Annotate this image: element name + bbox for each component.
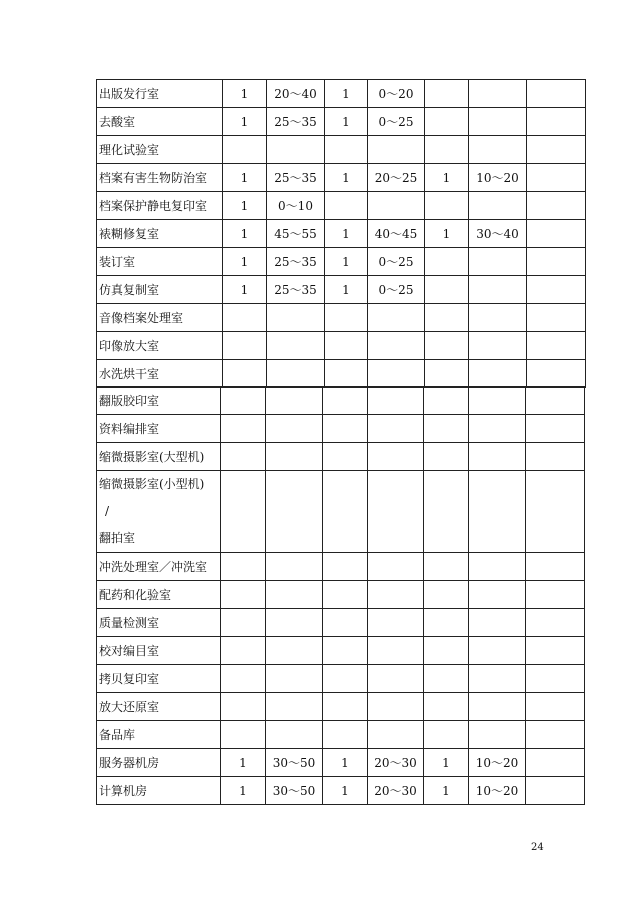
value-cell-c4 — [368, 665, 424, 693]
room-name-cell: 计算机房 — [97, 777, 221, 805]
value-cell-c4: 0～25 — [368, 276, 425, 304]
value-cell-c6 — [469, 387, 526, 415]
value-cell-c6 — [469, 304, 527, 332]
table-row — [97, 304, 586, 332]
value-cell-c1 — [221, 443, 266, 471]
room-name-cell: 冲洗处理室／冲洗室 — [97, 553, 221, 581]
table-row — [97, 553, 585, 581]
value-cell-c6 — [469, 80, 527, 108]
value-cell-c4 — [368, 637, 424, 665]
value-cell-c5 — [425, 192, 469, 220]
table-row — [97, 609, 585, 637]
value-cell-c5 — [424, 553, 469, 581]
value-cell-c5 — [425, 80, 469, 108]
room-name-cell — [97, 471, 221, 553]
room-name-line: 翻拍室 — [99, 531, 136, 545]
table-row — [97, 581, 585, 609]
value-cell-c6: 30～40 — [469, 220, 527, 248]
room-name-cell: 质量检测室 — [97, 609, 221, 637]
value-cell-c4: 0～25 — [368, 108, 425, 136]
room-name-cell: 校对编目室 — [97, 637, 221, 665]
value-cell-c5 — [425, 276, 469, 304]
value-cell-c7 — [526, 471, 585, 553]
table-row — [97, 332, 586, 360]
value-cell-c7 — [527, 80, 586, 108]
room-name-cell: 档案保护静电复印室 — [97, 192, 223, 220]
value-cell-c1 — [221, 693, 266, 721]
value-cell-c3: 1 — [323, 749, 368, 777]
value-cell-c4 — [368, 581, 424, 609]
value-cell-c3 — [325, 332, 368, 360]
value-cell-c2: 25～35 — [267, 276, 325, 304]
value-cell-c2 — [266, 693, 323, 721]
room-name-cell: 翻版胶印室 — [97, 387, 221, 415]
value-cell-c7 — [527, 220, 586, 248]
value-cell-c7 — [527, 276, 586, 304]
room-name-cell: 资料编排室 — [97, 415, 221, 443]
value-cell-c3 — [323, 665, 368, 693]
table-row — [97, 108, 586, 136]
value-cell-c1 — [221, 665, 266, 693]
room-name-cell: 印像放大室 — [97, 332, 223, 360]
value-cell-c1 — [221, 553, 266, 581]
value-cell-c2 — [266, 471, 323, 553]
room-name-cell: 备品库 — [97, 721, 221, 749]
value-cell-c1 — [221, 471, 266, 553]
value-cell-c4: 20～25 — [368, 164, 425, 192]
value-cell-c3 — [325, 136, 368, 164]
value-cell-c7 — [526, 415, 585, 443]
value-cell-c6 — [469, 693, 526, 721]
room-name-cell: 仿真复制室 — [97, 276, 223, 304]
value-cell-c2 — [266, 387, 323, 415]
room-name-line: 缩微摄影室(小型机) — [99, 477, 205, 491]
room-table-top — [96, 79, 586, 388]
value-cell-c2: 45～55 — [267, 220, 325, 248]
table-row — [97, 693, 585, 721]
value-cell-c7 — [526, 443, 585, 471]
value-cell-c5 — [424, 665, 469, 693]
value-cell-c5 — [425, 248, 469, 276]
value-cell-c6 — [469, 108, 527, 136]
value-cell-c4: 20～30 — [368, 749, 424, 777]
value-cell-c2 — [266, 665, 323, 693]
value-cell-c1: 1 — [221, 749, 266, 777]
value-cell-c5 — [424, 471, 469, 553]
value-cell-c7 — [526, 777, 585, 805]
value-cell-c1: 1 — [223, 248, 267, 276]
value-cell-c2 — [266, 415, 323, 443]
value-cell-c5 — [425, 332, 469, 360]
value-cell-c1 — [221, 415, 266, 443]
value-cell-c1: 1 — [223, 192, 267, 220]
value-cell-c2: 30～50 — [266, 777, 323, 805]
table-row — [97, 192, 586, 220]
value-cell-c4 — [368, 693, 424, 721]
value-cell-c4 — [368, 609, 424, 637]
table-row — [97, 164, 586, 192]
value-cell-c4 — [368, 304, 425, 332]
value-cell-c2: 30～50 — [266, 749, 323, 777]
room-name-cell: 拷贝复印室 — [97, 665, 221, 693]
value-cell-c7 — [527, 332, 586, 360]
table-row — [97, 471, 585, 553]
room-name-cell: 音像档案处理室 — [97, 304, 223, 332]
value-cell-c6: 10～20 — [469, 164, 527, 192]
value-cell-c4 — [368, 387, 424, 415]
value-cell-c7 — [527, 248, 586, 276]
value-cell-c2 — [266, 721, 323, 749]
room-name-cell: 配药和化验室 — [97, 581, 221, 609]
value-cell-c3: 1 — [325, 276, 368, 304]
value-cell-c4 — [368, 721, 424, 749]
value-cell-c4 — [368, 415, 424, 443]
value-cell-c1: 1 — [223, 164, 267, 192]
value-cell-c6 — [469, 136, 527, 164]
value-cell-c2: 25～35 — [267, 248, 325, 276]
value-cell-c4: 0～20 — [368, 80, 425, 108]
value-cell-c6 — [469, 553, 526, 581]
value-cell-c6 — [469, 332, 527, 360]
value-cell-c2: 20～40 — [267, 80, 325, 108]
value-cell-c7 — [527, 108, 586, 136]
value-cell-c6 — [469, 581, 526, 609]
table-row — [97, 721, 585, 749]
value-cell-c4 — [368, 136, 425, 164]
value-cell-c6 — [469, 721, 526, 749]
value-cell-c3 — [323, 721, 368, 749]
table-row — [97, 443, 585, 471]
value-cell-c6 — [469, 665, 526, 693]
value-cell-c5 — [425, 108, 469, 136]
value-cell-c7 — [526, 749, 585, 777]
value-cell-c5: 1 — [425, 220, 469, 248]
value-cell-c2: 0～10 — [267, 192, 325, 220]
value-cell-c2 — [266, 609, 323, 637]
value-cell-c4: 0～25 — [368, 248, 425, 276]
table-row — [97, 637, 585, 665]
room-name-cell: 服务器机房 — [97, 749, 221, 777]
value-cell-c5 — [424, 415, 469, 443]
value-cell-c7 — [526, 665, 585, 693]
value-cell-c1 — [223, 304, 267, 332]
value-cell-c3: 1 — [325, 108, 368, 136]
value-cell-c1 — [221, 609, 266, 637]
value-cell-c3 — [323, 581, 368, 609]
value-cell-c5 — [424, 693, 469, 721]
value-cell-c7 — [526, 637, 585, 665]
value-cell-c1 — [223, 136, 267, 164]
table-row — [97, 136, 586, 164]
value-cell-c7 — [527, 136, 586, 164]
value-cell-c6: 10～20 — [469, 777, 526, 805]
value-cell-c5 — [425, 304, 469, 332]
value-cell-c3 — [323, 553, 368, 581]
value-cell-c6 — [469, 360, 527, 388]
value-cell-c1 — [223, 332, 267, 360]
value-cell-c6: 10～20 — [469, 749, 526, 777]
value-cell-c3: 1 — [325, 220, 368, 248]
value-cell-c1: 1 — [221, 777, 266, 805]
value-cell-c6 — [469, 192, 527, 220]
value-cell-c7 — [527, 360, 586, 388]
value-cell-c2 — [266, 637, 323, 665]
value-cell-c4 — [368, 443, 424, 471]
value-cell-c4 — [368, 553, 424, 581]
value-cell-c3: 1 — [325, 164, 368, 192]
room-name-cell: 理化试验室 — [97, 136, 223, 164]
value-cell-c3 — [325, 304, 368, 332]
value-cell-c7 — [526, 693, 585, 721]
value-cell-c2: 25～35 — [267, 108, 325, 136]
value-cell-c2 — [267, 304, 325, 332]
value-cell-c3 — [323, 443, 368, 471]
value-cell-c6 — [469, 248, 527, 276]
value-cell-c3 — [323, 415, 368, 443]
value-cell-c7 — [526, 553, 585, 581]
room-name-cell: 去酸室 — [97, 108, 223, 136]
value-cell-c1 — [221, 387, 266, 415]
room-table-bottom — [96, 386, 585, 805]
value-cell-c7 — [527, 304, 586, 332]
value-cell-c4 — [368, 192, 425, 220]
value-cell-c4 — [368, 471, 424, 553]
value-cell-c5 — [424, 581, 469, 609]
value-cell-c3: 1 — [325, 80, 368, 108]
value-cell-c5: 1 — [424, 777, 469, 805]
value-cell-c4 — [368, 332, 425, 360]
value-cell-c6 — [469, 471, 526, 553]
table-row — [97, 360, 586, 388]
room-name-cell: 装订室 — [97, 248, 223, 276]
value-cell-c7 — [527, 192, 586, 220]
value-cell-c7 — [527, 164, 586, 192]
value-cell-c1: 1 — [223, 276, 267, 304]
table-row — [97, 220, 586, 248]
room-name-cell: 放大还原室 — [97, 693, 221, 721]
room-name-cell: 裱糊修复室 — [97, 220, 223, 248]
value-cell-c4: 40～45 — [368, 220, 425, 248]
value-cell-c7 — [526, 609, 585, 637]
value-cell-c5 — [424, 637, 469, 665]
value-cell-c3: 1 — [323, 777, 368, 805]
value-cell-c2 — [266, 581, 323, 609]
value-cell-c5 — [424, 443, 469, 471]
value-cell-c1 — [223, 360, 267, 388]
value-cell-c2 — [266, 443, 323, 471]
value-cell-c6 — [469, 443, 526, 471]
table-row — [97, 665, 585, 693]
value-cell-c5 — [424, 609, 469, 637]
room-name-line: / — [105, 504, 110, 518]
room-name-cell: 档案有害生物防治室 — [97, 164, 223, 192]
value-cell-c5: 1 — [424, 749, 469, 777]
value-cell-c1: 1 — [223, 108, 267, 136]
value-cell-c1 — [221, 721, 266, 749]
value-cell-c7 — [526, 721, 585, 749]
value-cell-c5 — [425, 136, 469, 164]
table-row — [97, 387, 585, 415]
table-row — [97, 248, 586, 276]
value-cell-c2 — [266, 553, 323, 581]
value-cell-c2 — [267, 332, 325, 360]
value-cell-c7 — [526, 387, 585, 415]
value-cell-c7 — [526, 581, 585, 609]
value-cell-c6 — [469, 415, 526, 443]
value-cell-c3 — [323, 387, 368, 415]
value-cell-c5 — [424, 387, 469, 415]
value-cell-c1: 1 — [223, 220, 267, 248]
value-cell-c6 — [469, 609, 526, 637]
table-row — [97, 777, 585, 805]
value-cell-c3 — [323, 471, 368, 553]
value-cell-c5: 1 — [425, 164, 469, 192]
table-row — [97, 749, 585, 777]
room-name-cell: 出版发行室 — [97, 80, 223, 108]
value-cell-c3 — [323, 609, 368, 637]
value-cell-c4 — [368, 360, 425, 388]
value-cell-c3 — [323, 693, 368, 721]
value-cell-c1: 1 — [223, 80, 267, 108]
value-cell-c1 — [221, 637, 266, 665]
value-cell-c4: 20～30 — [368, 777, 424, 805]
value-cell-c3 — [323, 637, 368, 665]
value-cell-c2 — [267, 360, 325, 388]
value-cell-c5 — [425, 360, 469, 388]
table-row — [97, 80, 586, 108]
value-cell-c3: 1 — [325, 248, 368, 276]
table-row — [97, 415, 585, 443]
value-cell-c6 — [469, 637, 526, 665]
value-cell-c1 — [221, 581, 266, 609]
room-name-cell: 缩微摄影室(大型机) — [97, 443, 221, 471]
value-cell-c2 — [267, 136, 325, 164]
page-number: 24 — [531, 842, 544, 853]
room-name-cell: 水洗烘干室 — [97, 360, 223, 388]
value-cell-c6 — [469, 276, 527, 304]
value-cell-c3 — [325, 192, 368, 220]
value-cell-c3 — [325, 360, 368, 388]
value-cell-c2: 25～35 — [267, 164, 325, 192]
table-row — [97, 276, 586, 304]
value-cell-c5 — [424, 721, 469, 749]
